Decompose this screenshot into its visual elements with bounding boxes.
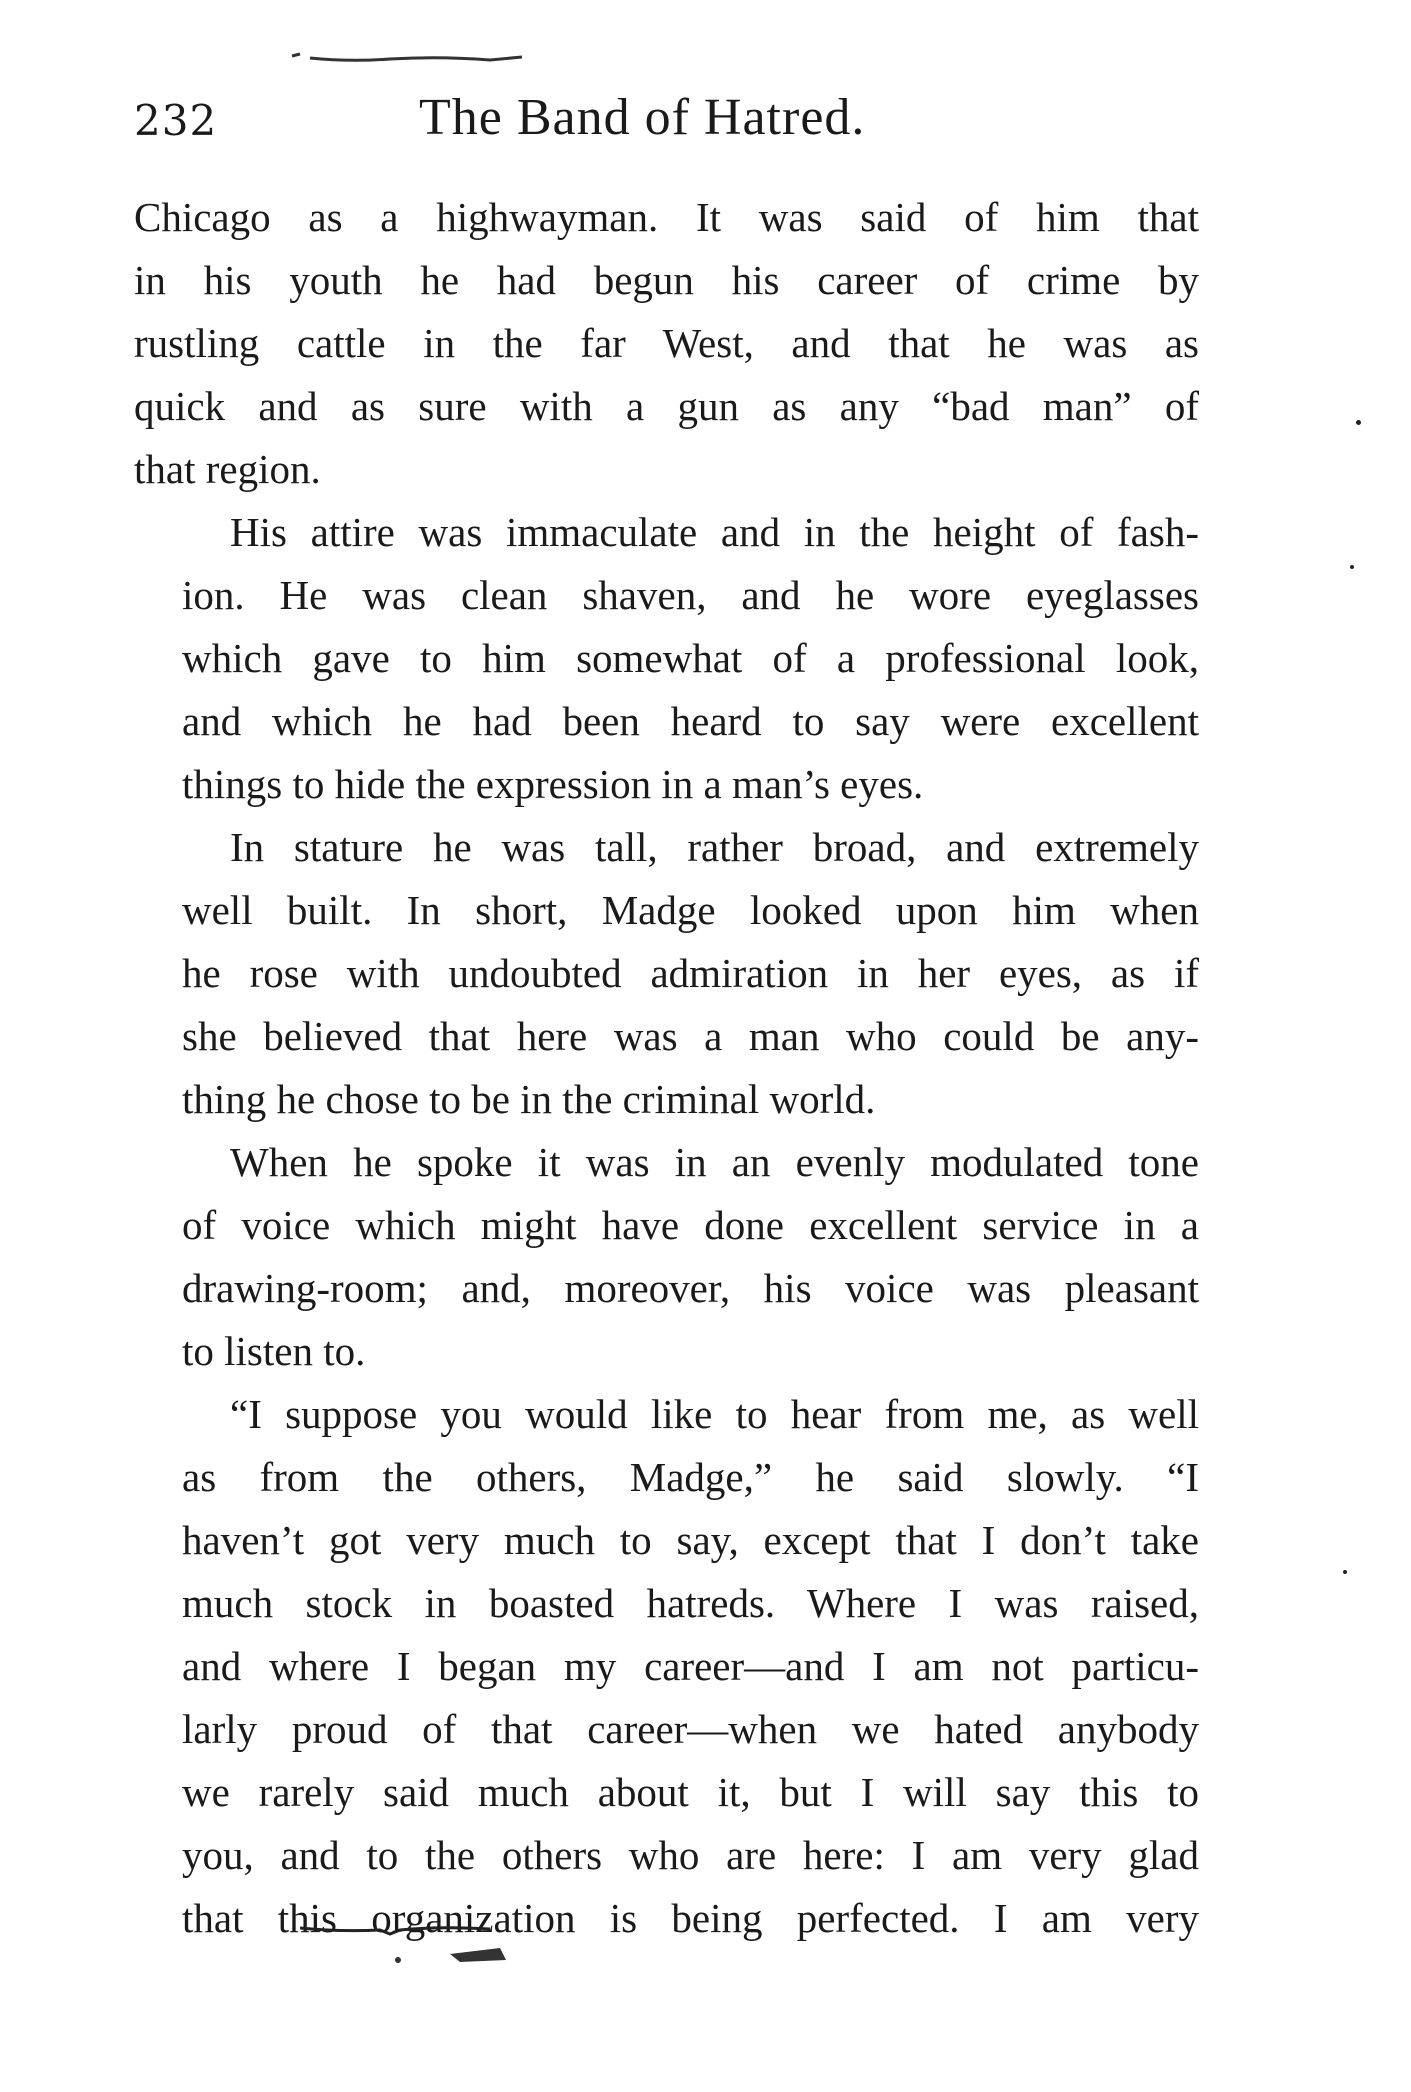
- text-line: and where I began my career—and I am not particu-: [182, 1643, 1199, 1689]
- running-head: [134, 88, 1199, 148]
- running-title: The Band of Hatred.: [419, 89, 866, 146]
- print-speck: [1356, 420, 1361, 425]
- text-line: as from the others, Madge,” he said slowly. “I: [182, 1454, 1199, 1500]
- text-line: much stock in boasted hatreds. Where I was raised,: [182, 1580, 1199, 1626]
- text-line: you, and to the others who are here: I am very glad: [182, 1832, 1199, 1878]
- page-number: 232: [134, 96, 218, 145]
- text-line: that this organization is being perfected. I am very: [182, 1895, 1199, 1941]
- printer-ornament-bottom: [300, 1922, 560, 1982]
- text-line: he rose with undoubted admiration in her eyes, as if: [182, 950, 1199, 996]
- body-text: [134, 186, 1199, 1950]
- text-line: we rarely said much about it, but I will say this to: [182, 1769, 1199, 1815]
- text-line: to listen to.: [182, 1328, 366, 1374]
- text-line: of voice which might have done excellent service in a: [182, 1202, 1199, 1248]
- text-line: thing he chose to be in the criminal world.: [182, 1076, 876, 1122]
- text-line: larly proud of that career—when we hated anybody: [182, 1706, 1199, 1752]
- paragraph: [134, 186, 1199, 501]
- text-line: things to hide the expression in a man’s eyes.: [182, 761, 924, 807]
- text-line: and which he had been heard to say were excellent: [182, 698, 1199, 744]
- text-line: she believed that here was a man who could be any-: [182, 1013, 1199, 1059]
- text-line: When he spoke it was in an evenly modulated tone: [230, 1139, 1199, 1185]
- text-line: rustling cattle in the far West, and that he was as: [134, 320, 1199, 366]
- print-speck: [1343, 1570, 1347, 1574]
- text-line: well built. In short, Madge looked upon him when: [182, 887, 1199, 933]
- text-line: In stature he was tall, rather broad, and extremely: [230, 824, 1199, 870]
- text-line: haven’t got very much to say, except that I don’t take: [182, 1517, 1199, 1563]
- printer-ornament-top: [290, 48, 530, 68]
- paragraph: [134, 1131, 1199, 1383]
- text-line: quick and as sure with a gun as any “bad man” of: [134, 383, 1199, 429]
- text-line: His attire was immaculate and in the height of fash-: [230, 509, 1199, 555]
- text-line: that region.: [134, 446, 321, 492]
- text-line: which gave to him somewhat of a professional look,: [182, 635, 1199, 681]
- text-line: drawing-room; and, moreover, his voice was pleasant: [182, 1265, 1199, 1311]
- text-line: “I suppose you would like to hear from me, as well: [230, 1391, 1199, 1437]
- text-line: in his youth he had begun his career of crime by: [134, 257, 1199, 303]
- print-speck: [1350, 565, 1354, 569]
- text-line: ion. He was clean shaven, and he wore eyeglasses: [182, 572, 1199, 618]
- text-line: Chicago as a highwayman. It was said of him that: [134, 194, 1199, 240]
- paragraph: [134, 501, 1199, 816]
- paragraph: [134, 816, 1199, 1131]
- paragraph: [134, 1383, 1199, 1950]
